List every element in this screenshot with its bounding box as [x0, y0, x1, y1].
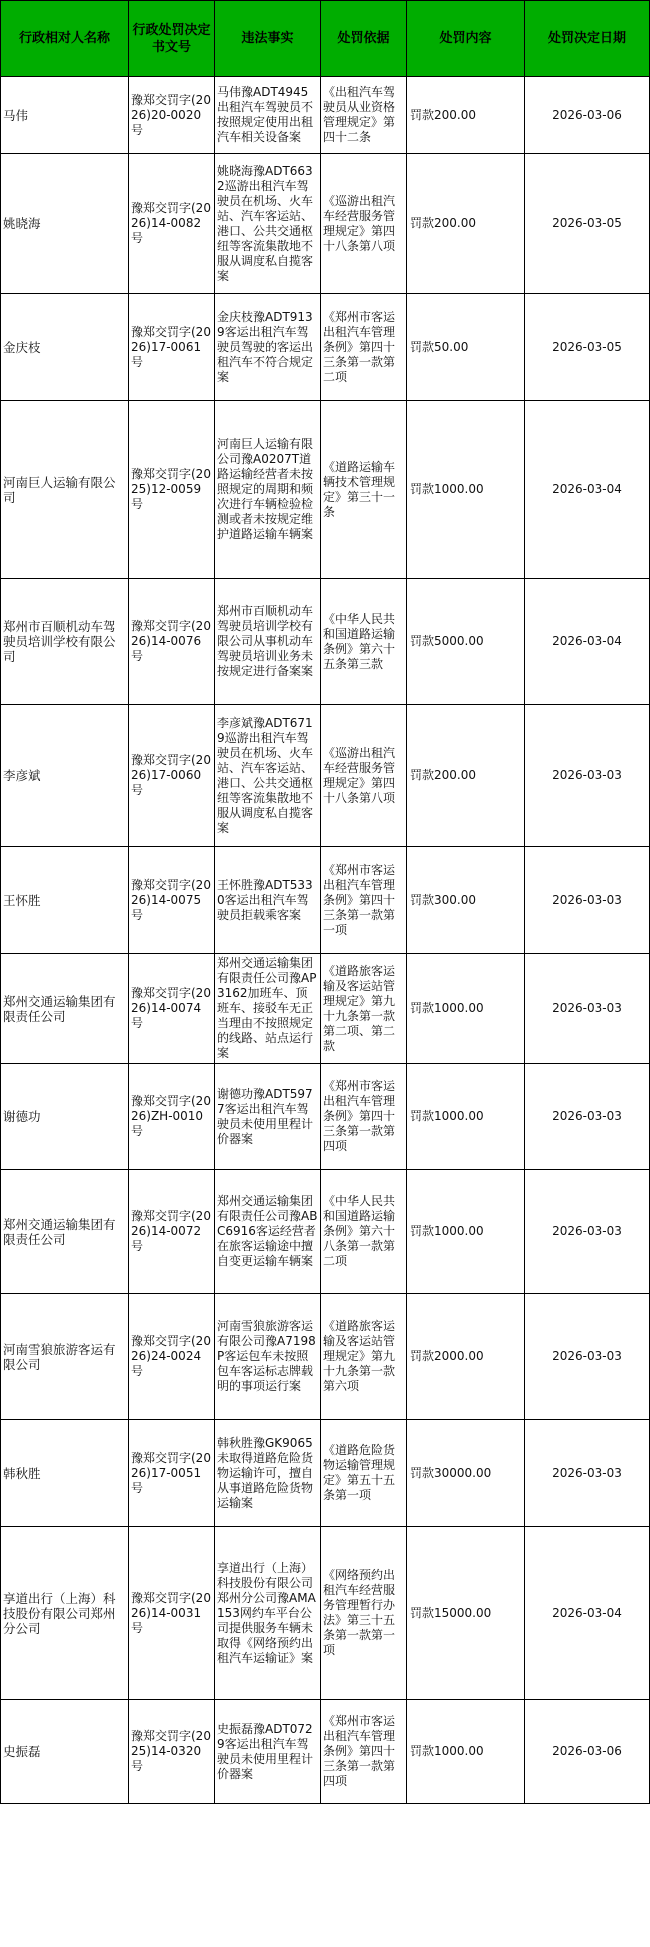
penalty-content: 罚款5000.00: [407, 579, 525, 705]
penalty-basis: 《中华人民共和国道路运输条例》第六十五条第三款: [321, 579, 407, 705]
decision-date: 2026-03-03: [525, 954, 650, 1064]
header-decision-date: 处罚决定日期: [525, 1, 650, 77]
decision-date: 2026-03-06: [525, 1700, 650, 1804]
violation-facts: 谢德功豫ADT5977客运出租汽车驾驶员未使用里程计价器案: [215, 1064, 321, 1170]
table-row: [1, 1294, 650, 1420]
penalty-basis: 《郑州市客运出租汽车管理条例》第四十三条第一款第四项: [321, 1700, 407, 1804]
penalty-basis: 《巡游出租汽车经营服务管理规定》第四十八条第八项: [321, 154, 407, 294]
table-row: [1, 1064, 650, 1170]
party-name: 韩秋胜: [1, 1420, 129, 1527]
decision-date: 2026-03-03: [525, 705, 650, 847]
party-name: 郑州交通运输集团有限责任公司: [1, 1170, 129, 1294]
table-row: [1, 154, 650, 294]
decision-doc-no: 豫郑交罚字(2026)14-0075号: [129, 847, 215, 954]
decision-doc-no: 豫郑交罚字(2026)24-0024号: [129, 1294, 215, 1420]
table-row: [1, 1527, 650, 1700]
violation-facts: 马伟豫ADT4945出租汽车驾驶员不按照规定使用出租汽车相关设备案: [215, 77, 321, 154]
party-name: 享道出行（上海）科技股份有限公司郑州分公司: [1, 1527, 129, 1700]
decision-date: 2026-03-04: [525, 401, 650, 579]
party-name: 李彦斌: [1, 705, 129, 847]
decision-doc-no: 豫郑交罚字(2026)14-0082号: [129, 154, 215, 294]
table-row: [1, 954, 650, 1064]
table-row: [1, 77, 650, 154]
decision-doc-no: 豫郑交罚字(2026)ZH-0010号: [129, 1064, 215, 1170]
decision-date: 2026-03-03: [525, 1294, 650, 1420]
penalty-content: 罚款200.00: [407, 77, 525, 154]
penalty-content: 罚款30000.00: [407, 1420, 525, 1527]
table-row: [1, 847, 650, 954]
violation-facts: 郑州交通运输集团有限责任公司豫ABC6916客运经营者在旅客运输途中擅自变更运输车辆案: [215, 1170, 321, 1294]
party-name: 王怀胜: [1, 847, 129, 954]
decision-doc-no: 豫郑交罚字(2026)14-0076号: [129, 579, 215, 705]
decision-date: 2026-03-05: [525, 294, 650, 401]
violation-facts: 史振磊豫ADT0729客运出租汽车驾驶员未使用里程计价器案: [215, 1700, 321, 1804]
party-name: 金庆枝: [1, 294, 129, 401]
header-penalty-content: 处罚内容: [407, 1, 525, 77]
penalty-basis: 《出租汽车驾驶员从业资格管理规定》第四十二条: [321, 77, 407, 154]
decision-date: 2026-03-04: [525, 579, 650, 705]
penalty-content: 罚款1000.00: [407, 1170, 525, 1294]
penalty-basis: 《中华人民共和国道路运输条例》第六十八条第一款第二项: [321, 1170, 407, 1294]
penalty-basis: 《道路运输车辆技术管理规定》第三十一条: [321, 401, 407, 579]
penalty-content: 罚款1000.00: [407, 954, 525, 1064]
decision-date: 2026-03-04: [525, 1527, 650, 1700]
penalty-content: 罚款1000.00: [407, 1064, 525, 1170]
penalty-content: 罚款15000.00: [407, 1527, 525, 1700]
decision-doc-no: 豫郑交罚字(2026)17-0061号: [129, 294, 215, 401]
decision-doc-no: 豫郑交罚字(2025)12-0059号: [129, 401, 215, 579]
violation-facts: 郑州市百顺机动车驾驶员培训学校有限公司从事机动车驾驶员培训业务未按规定进行备案案: [215, 579, 321, 705]
violation-facts: 河南巨人运输有限公司豫A0207T道路运输经营者未按照规定的周期和频次进行车辆检验检测或者未按规定维护道路运输车辆案: [215, 401, 321, 579]
penalty-basis: 《道路危险货物运输管理规定》第五十五条第一项: [321, 1420, 407, 1527]
party-name: 史振磊: [1, 1700, 129, 1804]
decision-doc-no: 豫郑交罚字(2026)14-0031号: [129, 1527, 215, 1700]
penalty-basis: 《郑州市客运出租汽车管理条例》第四十三条第一款第四项: [321, 1064, 407, 1170]
decision-doc-no: 豫郑交罚字(2026)14-0074号: [129, 954, 215, 1064]
penalty-basis: 《网络预约出租汽车经营服务管理暂行办法》第三十五条第一款第一项: [321, 1527, 407, 1700]
penalty-basis: 《巡游出租汽车经营服务管理规定》第四十八条第八项: [321, 705, 407, 847]
violation-facts: 王怀胜豫ADT5330客运出租汽车驾驶员拒载乘客案: [215, 847, 321, 954]
decision-doc-no: 豫郑交罚字(2025)14-0320号: [129, 1700, 215, 1804]
decision-date: 2026-03-05: [525, 154, 650, 294]
penalty-basis: 《郑州市客运出租汽车管理条例》第四十三条第一款第二项: [321, 294, 407, 401]
decision-date: 2026-03-06: [525, 77, 650, 154]
violation-facts: 享道出行（上海）科技股份有限公司郑州分公司豫AMA153网约车平台公司提供服务车辆未取得《网络预约出租汽车运输证》案: [215, 1527, 321, 1700]
decision-doc-no: 豫郑交罚字(2026)14-0072号: [129, 1170, 215, 1294]
violation-facts: 金庆枝豫ADT9139客运出租汽车驾驶员驾驶的客运出租汽车不符合规定案: [215, 294, 321, 401]
party-name: 河南巨人运输有限公司: [1, 401, 129, 579]
header-violation-facts: 违法事实: [215, 1, 321, 77]
penalty-content: 罚款1000.00: [407, 1700, 525, 1804]
party-name: 姚晓海: [1, 154, 129, 294]
penalty-content: 罚款50.00: [407, 294, 525, 401]
penalty-content: 罚款1000.00: [407, 401, 525, 579]
decision-date: 2026-03-03: [525, 1420, 650, 1527]
penalty-content: 罚款300.00: [407, 847, 525, 954]
party-name: 谢德功: [1, 1064, 129, 1170]
header-row: [1, 1, 650, 77]
penalty-basis: 《道路旅客运输及客运站管理规定》第九十九条第一款第六项: [321, 1294, 407, 1420]
decision-doc-no: 豫郑交罚字(2026)17-0051号: [129, 1420, 215, 1527]
penalty-basis: 《郑州市客运出租汽车管理条例》第四十三条第一款第一项: [321, 847, 407, 954]
party-name: 河南雪狼旅游客运有限公司: [1, 1294, 129, 1420]
decision-date: 2026-03-03: [525, 1064, 650, 1170]
party-name: 郑州市百顺机动车驾驶员培训学校有限公司: [1, 579, 129, 705]
table-row: [1, 1420, 650, 1527]
party-name: 郑州交通运输集团有限责任公司: [1, 954, 129, 1064]
violation-facts: 韩秋胜豫GK9065未取得道路危险货物运输许可，擅自从事道路危险货物运输案: [215, 1420, 321, 1527]
table-row: [1, 294, 650, 401]
violation-facts: 郑州交通运输集团有限责任公司豫AP3162加班车、顶班车、接驳车无正当理由不按照规定的线路、站点运行案: [215, 954, 321, 1064]
penalty-content: 罚款2000.00: [407, 1294, 525, 1420]
penalty-content: 罚款200.00: [407, 705, 525, 847]
header-penalty-basis: 处罚依据: [321, 1, 407, 77]
violation-facts: 姚晓海豫ADT6632巡游出租汽车驾驶员在机场、火车站、汽车客运站、港口、公共交通枢纽等客流集散地不服从调度私自揽客案: [215, 154, 321, 294]
table-row: [1, 1170, 650, 1294]
violation-facts: 河南雪狼旅游客运有限公司豫A7198P客运包车未按照包车客运标志牌载明的事项运行案: [215, 1294, 321, 1420]
header-party-name: 行政相对人名称: [1, 1, 129, 77]
penalty-content: 罚款200.00: [407, 154, 525, 294]
decision-doc-no: 豫郑交罚字(2026)20-0020号: [129, 77, 215, 154]
table-row: [1, 1700, 650, 1804]
header-decision-doc-no: 行政处罚决定书文号: [129, 1, 215, 77]
decision-doc-no: 豫郑交罚字(2026)17-0060号: [129, 705, 215, 847]
table-row: [1, 579, 650, 705]
decision-date: 2026-03-03: [525, 1170, 650, 1294]
decision-date: 2026-03-03: [525, 847, 650, 954]
table-row: [1, 705, 650, 847]
violation-facts: 李彦斌豫ADT6719巡游出租汽车驾驶员在机场、火车站、汽车客运站、港口、公共交通枢纽等客流集散地不服从调度私自揽客案: [215, 705, 321, 847]
party-name: 马伟: [1, 77, 129, 154]
table-row: [1, 401, 650, 579]
penalty-basis: 《道路旅客运输及客运站管理规定》第九十九条第一款第二项、第二款: [321, 954, 407, 1064]
